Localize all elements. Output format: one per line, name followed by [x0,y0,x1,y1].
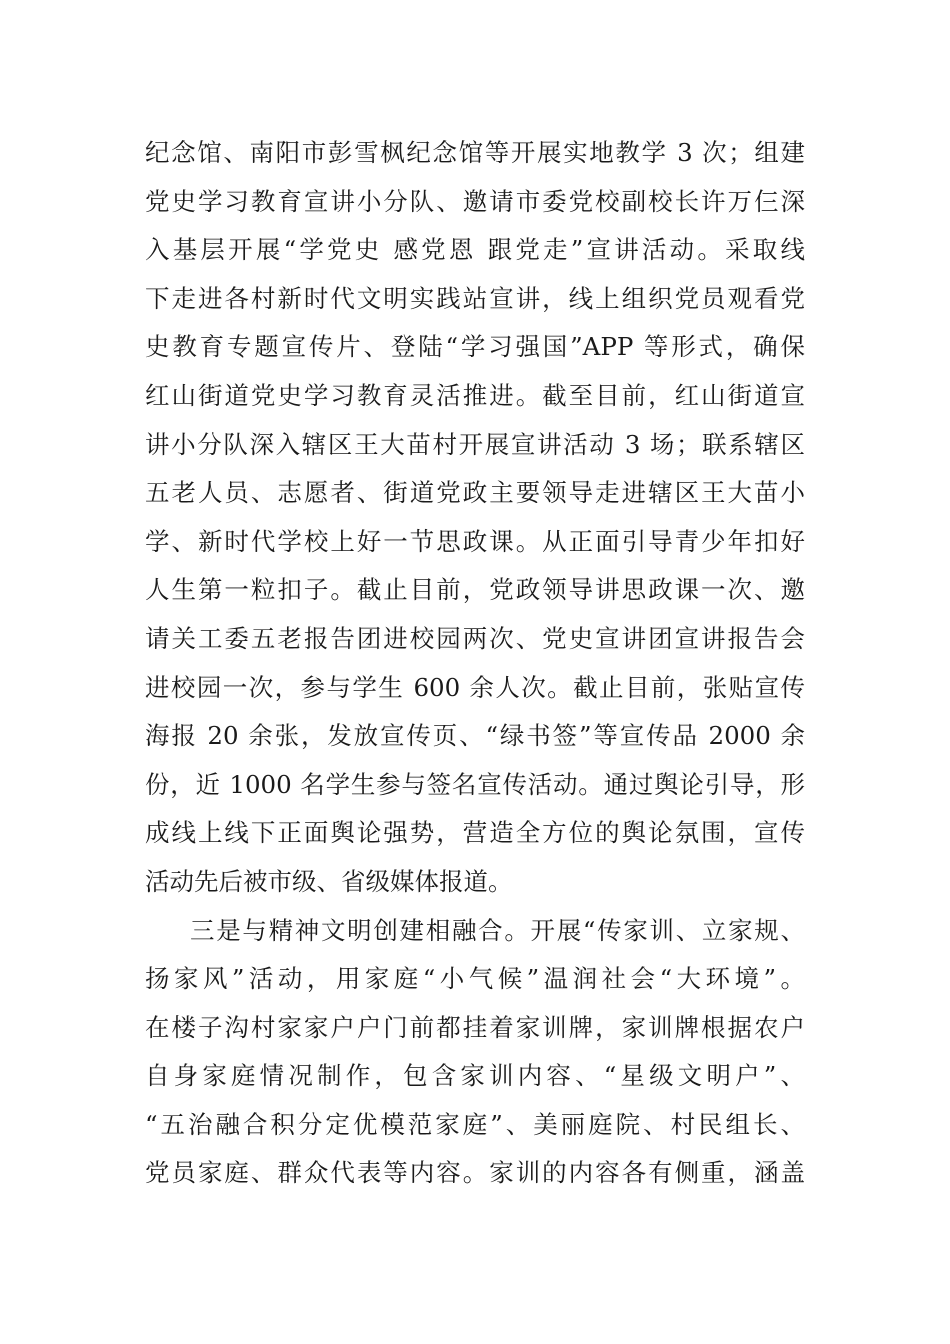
text-line: 党史学习教育宣讲小分队、邀请市委党校副校长许万仨深 [145,186,805,216]
text-line: 成线上线下正面舆论强势，营造全方位的舆论氛围，宣传 [145,818,805,848]
text-line: “五治融合积分定优模范家庭”、美丽庭院、村民组长、 [145,1109,805,1139]
text-line: 活动先后被市级、省级媒体报道。 [145,866,513,896]
text-line: 入基层开展“学党史 感党恩 跟党走”宣讲活动。采取线 [145,235,805,265]
text-line: 红山街道党史学习教育灵活推进。截至目前，红山街道宣 [145,380,805,410]
body-text [145,129,805,1198]
text-line: 纪念馆、南阳市彭雪枫纪念馆等开展实地教学 3 次；组建 [145,138,805,167]
text-line: 请关工委五老报告团进校园两次、党史宣讲团宣讲报告会 [145,623,805,653]
text-line: 海报 20 余张，发放宣传页、“绿书签”等宣传品 2000 余 [145,721,805,751]
text-line: 五老人员、志愿者、街道党政主要领导走进辖区王大苗小 [145,478,805,508]
text-line: 进校园一次，参与学生 600 余人次。截止目前，张贴宣传 [145,672,805,702]
text-line: 扬家风”活动，用家庭“小气候”温润社会“大环境”。 [145,964,805,994]
text-line: 人生第一粒扣子。截止目前，党政领导讲思政课一次、邀 [145,575,805,605]
text-line: 党员家庭、群众代表等内容。家训的内容各有侧重，涵盖 [145,1158,805,1188]
text-line: 下走进各村新时代文明实践站宣讲，线上组织党员观看党 [145,283,805,313]
text-line: 自身家庭情况制作，包含家训内容、“星级文明户”、 [145,1061,805,1091]
paragraph-start-line: 三是与精神文明创建相融合。开展“传家训、立家规、 [190,915,805,945]
text-line: 讲小分队深入辖区王大苗村开展宣讲活动 3 场；联系辖区 [145,429,805,459]
text-line: 史教育专题宣传片、登陆“学习强国”APP 等形式，确保 [145,332,805,362]
text-line: 学、新时代学校上好一节思政课。从正面引导青少年扣好 [145,526,805,556]
text-line: 份，近 1000 名学生参与签名宣传活动。通过舆论引导，形 [145,769,805,799]
text-line: 在楼子沟村家家户户门前都挂着家训牌，家训牌根据农户 [145,1012,805,1042]
